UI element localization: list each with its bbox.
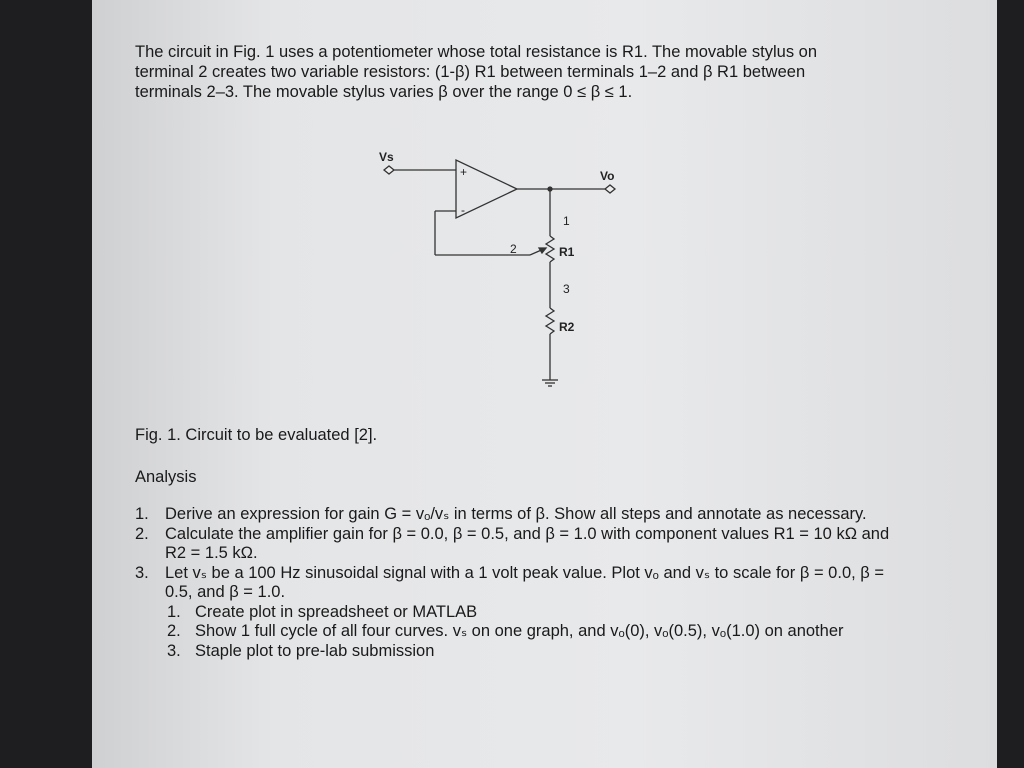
terminal-2-label: 2: [510, 242, 517, 256]
sub-list-item: [137, 603, 895, 623]
terminal-3-label: 3: [563, 282, 570, 296]
item-text: Staple plot to pre-lab submission: [195, 641, 435, 660]
item-text: Derive an expression for gain G = vₒ/vₛ in terms of β. Show all steps and annotate as necessary.: [165, 505, 867, 523]
vs-terminal: [384, 166, 394, 174]
analysis-heading: Analysis: [135, 468, 197, 486]
item-number: 1.: [167, 602, 181, 621]
item-number: 2.: [135, 524, 149, 543]
vo-label: Vo: [600, 169, 615, 183]
minus-label: -: [461, 203, 465, 217]
intro-paragraph: The circuit in Fig. 1 uses a potentiometer whose total resistance is R1. The movable stylus on terminal 2 creates two variable resistors: (1-β) R1 between terminals 1–2 and β R1 between terminals 2–3. The movable stylus varies β over the range 0 ≤ β ≤ 1.: [135, 43, 818, 101]
item-number: 3.: [167, 641, 181, 660]
vo-terminal: [605, 185, 615, 193]
r1-resistor: [546, 236, 554, 262]
analysis-list: [135, 505, 895, 661]
terminal-1-label: 1: [563, 214, 570, 228]
vs-label: Vs: [379, 150, 394, 164]
figure-caption: Fig. 1. Circuit to be evaluated [2].: [135, 426, 378, 444]
sub-list-item: [137, 642, 895, 662]
item-text: Show 1 full cycle of all four curves. vₛ on one graph, and vₒ(0), vₒ(0.5), vₒ(1.0) on another: [195, 622, 844, 640]
list-item: [135, 564, 895, 662]
sub-list-item: [137, 622, 895, 642]
item-number: 1.: [135, 505, 149, 523]
item-number: 2.: [167, 622, 181, 640]
r1-label: R1: [559, 245, 575, 259]
item-text: Create plot in spreadsheet or MATLAB: [195, 602, 478, 621]
sub-list: [165, 603, 895, 662]
r2-resistor: [546, 308, 554, 334]
list-item: [135, 525, 895, 564]
item-text: Let vₛ be a 100 Hz sinusoidal signal with a 1 volt peak value. Plot vₒ and vₛ to scale for β = 0.0, β = 0.5, and β = 1.0.: [165, 563, 884, 601]
plus-label: +: [460, 165, 468, 179]
r2-label: R2: [559, 320, 575, 334]
item-text: Calculate the amplifier gain for β = 0.0, β = 0.5, and β = 1.0 with component values R1 = 10 kΩ and R2 = 1.5 kΩ.: [165, 524, 890, 562]
item-number: 3.: [135, 563, 149, 582]
list-item: [135, 505, 895, 525]
